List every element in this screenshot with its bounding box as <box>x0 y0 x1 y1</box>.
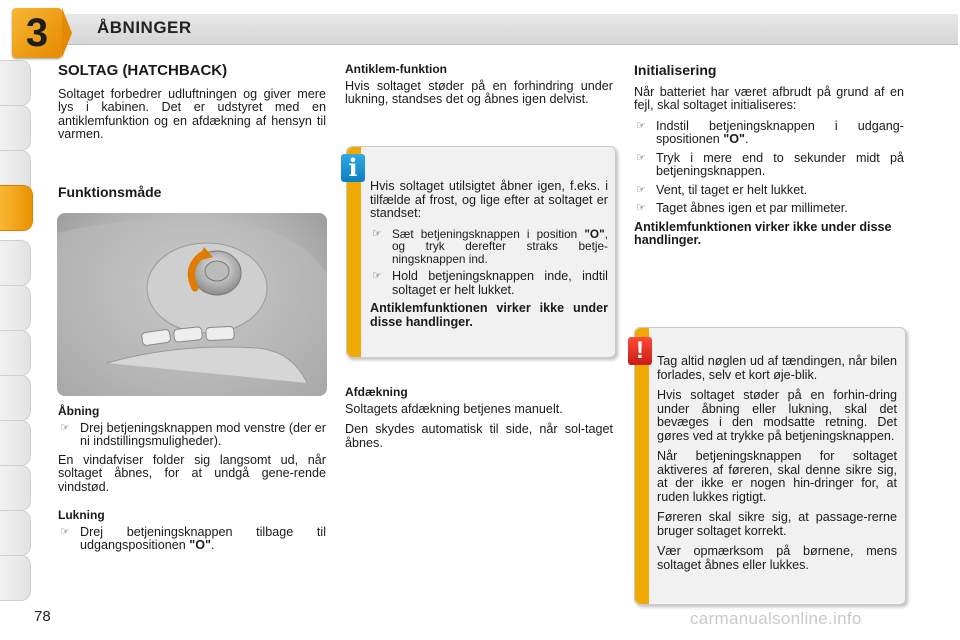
warning-box-content <box>657 355 897 579</box>
chapter-tabs <box>0 60 32 580</box>
anti-pinch-text: Hvis soltaget støder på en forhindring under lukning, standses det og åbnes igen delvist. <box>345 78 613 106</box>
chapter-number-badge: 3 <box>12 8 62 58</box>
pointing-hand-icon: ☞ <box>636 119 646 132</box>
opening-text: En vindafviser folder sig langsomt ud, når soltaget åbnes, for at undgå gene-rende vindstød. <box>58 452 326 494</box>
warning-text-3: Når betjeningsknappen for soltaget aktiveres af føreren, skal denne sikre sig, at der ikke er nogen hin-dringer for, at ruden lukkes rigtigt. <box>657 449 897 504</box>
cover-section <box>345 386 613 457</box>
cover-text-2: Den skydes automatisk til side, når sol-taget åbnes. <box>345 422 613 450</box>
initialisation-bullet: ☞ Vent, til taget er helt lukket. <box>636 182 808 197</box>
warning-text-4: Føreren skal sikre sig, at passage-rerne bruger soltaget korrekt. <box>657 510 897 538</box>
pointing-hand-icon: ☞ <box>372 227 382 240</box>
chapter-tab-active[interactable] <box>0 185 33 231</box>
info-bullet: ☞ Hold betjeningsknappen inde, indtil soltaget er helt lukket. <box>372 269 608 297</box>
initialisation-bullet: ☞ Taget åbnes igen et par millimeter. <box>636 201 848 215</box>
page-number: 78 <box>34 608 51 625</box>
info-box-content <box>370 180 608 336</box>
light-button <box>206 326 235 340</box>
warning-text-2: Hvis soltaget støder på en forhin-dring under åbning eller lukning, skal det bevæges i den modsatte retning. Det gøres ved at trykke på betjeningsknappen. <box>657 388 897 443</box>
section-title: SOLTAG (HATCHBACK) <box>58 62 228 79</box>
closing-section <box>58 509 326 558</box>
chapter-tab[interactable] <box>0 510 31 556</box>
pointing-hand-icon: ☞ <box>372 270 382 283</box>
initialisation-note: Antiklemfunktionen virker ikke under disse handlinger. <box>634 219 892 247</box>
info-box-text: Hvis soltaget utilsigtet åbner igen, f.eks. i tilfælde af frost, og lige efter at soltaget er standset: <box>370 179 608 220</box>
chapter-tab[interactable] <box>0 285 31 331</box>
pointing-hand-icon: ☞ <box>636 202 646 214</box>
info-bullet: ☞ Sæt betjeningsknappen i position "O", og tryk derefter straks betje-ningsknappen ind. <box>372 226 608 266</box>
pointing-hand-icon: ☞ <box>636 183 646 196</box>
chapter-tab[interactable] <box>0 465 31 511</box>
initialisation-intro: Når batteriet har været afbrudt på grund af en fejl, skal soltaget initialiseres: <box>634 84 904 112</box>
pointing-hand-icon: ☞ <box>636 151 646 164</box>
warning-text-1: Tag altid nøglen ud af tændingen, når bilen forlades, selv et kort øje-blik. <box>657 354 897 382</box>
sunroof-intro: Soltaget forbedrer udluftningen og giver mere lys i kabinen. Det er udstyret med en antiklemfunktion og en afdækning af hensyn til varmen. <box>58 86 326 141</box>
sunroof-control-illustration <box>57 213 327 396</box>
warning-text-5: Vær opmærksom på børnene, mens soltaget åbnes eller lukkes. <box>657 544 897 572</box>
chapter-tab[interactable] <box>0 420 31 466</box>
chapter-tab[interactable] <box>0 105 31 151</box>
opening-bullet: ☞ Drej betjeningsknappen mod venstre (der er ni indstillingsmuligheder). <box>60 420 326 448</box>
chapter-tab[interactable] <box>0 375 31 421</box>
initialisation-bullet: ☞ Tryk i mere end to sekunder midt på betjeningsknappen. <box>636 150 904 178</box>
chapter-title: ÅBNINGER <box>97 18 192 37</box>
opening-title: Åbning <box>58 404 100 418</box>
light-button <box>173 327 202 343</box>
info-box-note: Antiklemfunktionen virker ikke under disse handlinger. <box>370 301 608 329</box>
sunroof-section <box>58 64 326 149</box>
watermark: carmanualsonline.info <box>690 609 862 628</box>
info-icon: i <box>341 154 365 182</box>
chapter-tab[interactable] <box>0 60 31 106</box>
cover-text-1: Soltagets afdækning betjenes manuelt. <box>345 401 563 416</box>
pointing-hand-icon: ☞ <box>60 525 70 538</box>
cover-title: Afdækning <box>345 385 408 399</box>
initialisation-section <box>634 64 904 255</box>
closing-bullet: ☞ Drej betjeningsknappen tilbage til udgangspositionen "O". <box>60 524 326 552</box>
operation-title: Funktionsmåde <box>58 184 162 200</box>
chapter-tab[interactable] <box>0 555 31 601</box>
pointing-hand-icon: ☞ <box>60 421 70 434</box>
initialisation-title: Initialisering <box>634 62 717 78</box>
anti-pinch-title: Antiklem-funktion <box>345 62 447 76</box>
closing-title: Lukning <box>58 508 105 522</box>
anti-pinch-section <box>345 63 613 114</box>
warning-icon: ! <box>628 337 652 365</box>
chapter-tab[interactable] <box>0 240 31 286</box>
opening-section <box>58 405 326 501</box>
chapter-tab[interactable] <box>0 330 31 376</box>
initialisation-bullet: ☞ Indstil betjeningsknappen i udgang-spositionen "O". <box>636 118 904 146</box>
operation-heading <box>58 186 326 200</box>
roof-console-drawing <box>57 213 327 396</box>
